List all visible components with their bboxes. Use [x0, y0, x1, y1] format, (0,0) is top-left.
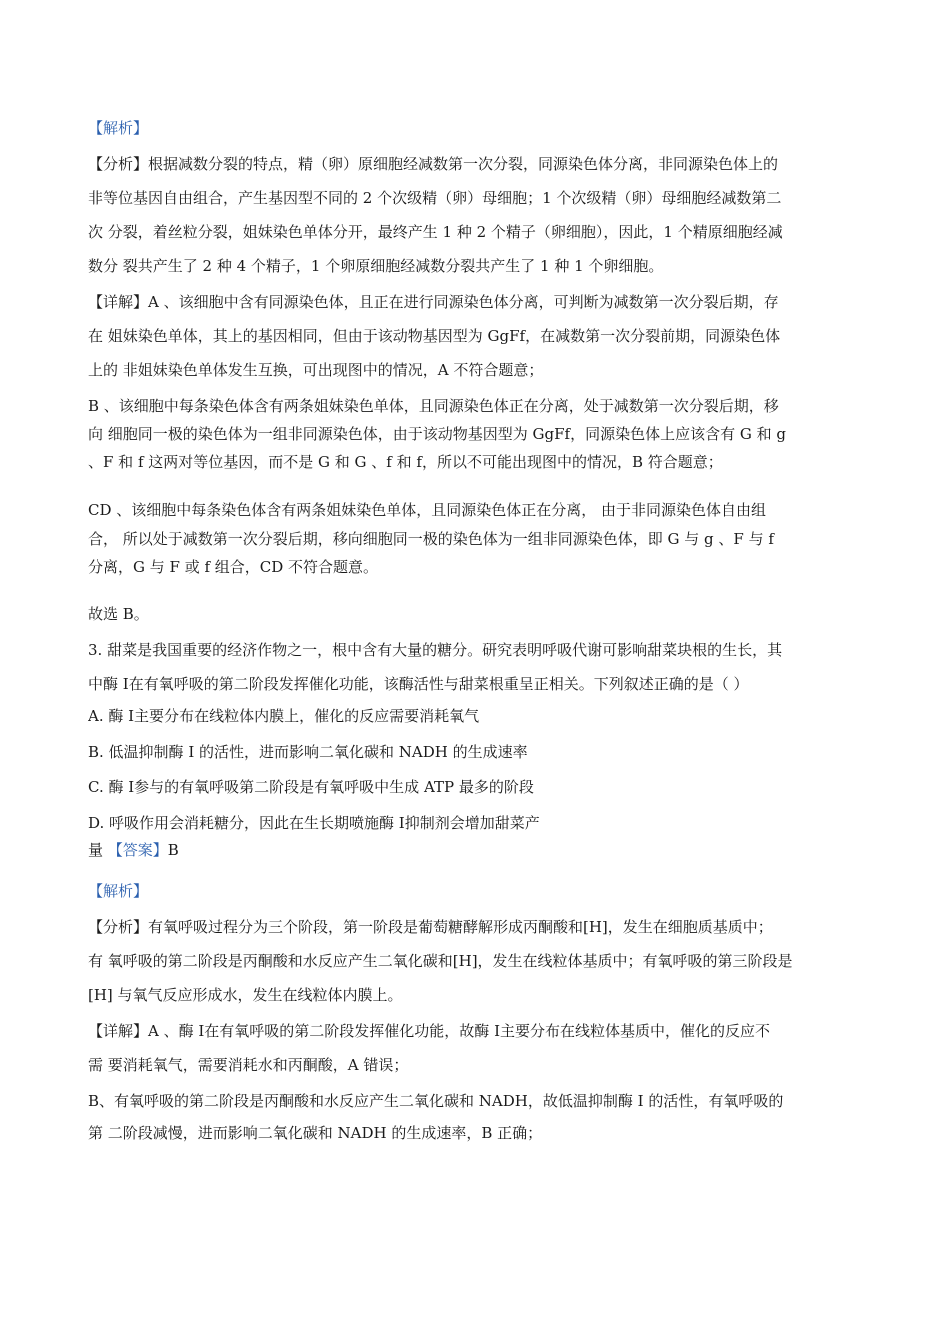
question3-option-d: D. 呼吸作用会消耗糖分，因此在生长期喷施酶 Ⅰ抑制剂会增加甜菜产 [88, 814, 540, 832]
section2-detail-b-line: B、有氧呼吸的第二阶段是丙酮酸和水反应产生二氧化碳和 NADH，故低温抑制酶 Ⅰ 的活性，有氧呼吸的 [88, 1092, 784, 1110]
question3-answer-line [88, 840, 864, 860]
section1-heading: 【解析】 [88, 119, 149, 137]
section1-analysis-line: 【分析】根据减数分裂的特点，精（卵）原细胞经减数第一次分裂，同源染色体分离，非同源染色体上的 [88, 155, 779, 173]
section1-detail-cd-line: 合， 所以处于减数第一次分裂后期，移向细胞同一极的染色体为一组非同源染色体，即 G 与 g 、F 与 f [88, 530, 774, 548]
section1-detail-b-line: 向 细胞同一极的染色体为一组非同源染色体，由于该动物基因型为 GgFf，同源染色体上应该含有 G 和 g [88, 425, 786, 443]
answer-label: 【答案】 [107, 841, 168, 859]
section2-analysis-line: [H] 与氧气反应形成水，发生在线粒体内膜上。 [88, 986, 403, 1004]
section1-detail-b-line: B 、该细胞中每条染色体含有两条姐妹染色单体，且同源染色体正在分离，处于减数第一次分裂后期，移 [88, 397, 779, 415]
section1-analysis-line: 非等位基因自由组合，产生基因型不同的 2 个次级精（卵）母细胞；1 个次级精（卵）母细胞经减数第二 [88, 189, 782, 207]
section1-detail-cd-line: 分离，G 与 F 或 f 组合，CD 不符合题意。 [88, 558, 379, 576]
section2-detail-a-line: 需 要消耗氧气，需要消耗水和丙酮酸，A 错误； [88, 1056, 409, 1074]
section1-analysis-line: 次 分裂，着丝粒分裂，姐妹染色单体分开，最终产生 1 种 2 个精子（卵细胞），因此，1 个精原细胞经减 [88, 223, 783, 241]
section2-detail-b-line: 第 二阶段减慢，进而影响二氧化碳和 NADH 的生成速率，B 正确； [88, 1124, 543, 1142]
section1-detail-a-line: 在 姐妹染色单体，其上的基因相同，但由于该动物基因型为 GgFf，在减数第一次分裂前期，同源染色体 [88, 327, 781, 345]
section1-detail-cd-line: CD 、该细胞中每条染色体含有两条姐妹染色单体，且同源染色体正在分离， 由于非同源染色体自由组 [88, 501, 767, 519]
question3-stem-line: 3. 甜菜是我国重要的经济作物之一，根中含有大量的糖分。研究表明呼吸代谢可影响甜菜块根的生长，其 [88, 641, 783, 659]
question3-stem-line: 中酶 Ⅰ在有氧呼吸的第二阶段发挥催化功能，该酶活性与甜菜根重呈正相关。下列叙述正确的是（ ） [88, 675, 749, 693]
section2-analysis-line: 有 氧呼吸的第二阶段是丙酮酸和水反应产生二氧化碳和[H]，发生在线粒体基质中；有氧呼吸的第三阶段是 [88, 952, 793, 970]
question3-option-a: A. 酶 Ⅰ主要分布在线粒体内膜上，催化的反应需要消耗氧气 [88, 707, 480, 725]
section2-heading: 【解析】 [88, 882, 149, 900]
answer-value: B [167, 841, 179, 859]
section1-detail-a-line: 【详解】A 、该细胞中含有同源染色体，且正在进行同源染色体分离，可判断为减数第一次分裂后期，存 [88, 293, 779, 311]
section1-detail-b-line: 、F 和 f 这两对等位基因，而不是 G 和 G 、f 和 f，所以不可能出现图中的情况，B 符合题意； [88, 453, 723, 471]
section2-analysis-line: 【分析】有氧呼吸过程分为三个阶段，第一阶段是葡萄糖酵解形成丙酮酸和[H]，发生在细胞质基质中； [88, 918, 773, 936]
section1-analysis-line: 数分 裂共产生了 2 种 4 个精子，1 个卵原细胞经减数分裂共产生了 1 种 1 个卵细胞。 [88, 257, 664, 275]
section1-detail-a-line: 上的 非姐妹染色单体发生互换，可出现图中的情况，A 不符合题意； [88, 361, 544, 379]
section2-detail-a-line: 【详解】A 、酶 Ⅰ在有氧呼吸的第二阶段发挥催化功能，故酶 Ⅰ主要分布在线粒体基质中，催化的反应不 [88, 1022, 770, 1040]
question3-option-b: B. 低温抑制酶 Ⅰ 的活性，进而影响二氧化碳和 NADH 的生成速率 [88, 743, 528, 761]
question3-option-c: C. 酶 Ⅰ参与的有氧呼吸第二阶段是有氧呼吸中生成 ATP 最多的阶段 [88, 778, 534, 796]
section1-conclusion: 故选 B。 [88, 605, 149, 623]
answer-prefix: 量 [88, 841, 108, 859]
